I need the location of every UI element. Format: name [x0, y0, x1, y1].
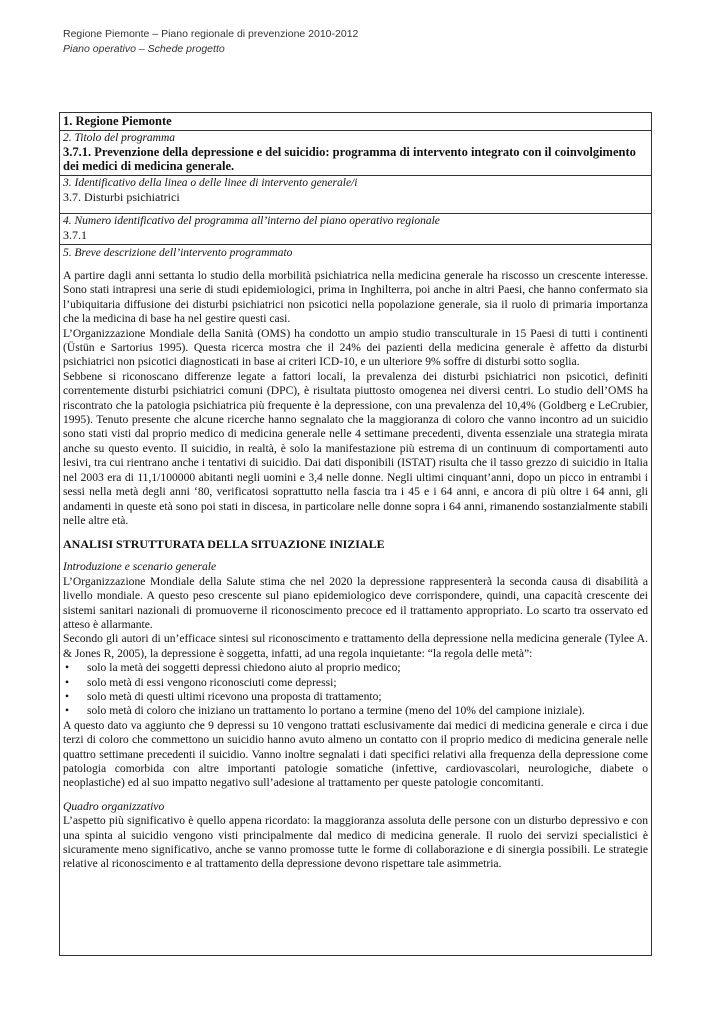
intro-paragraph-2: Secondo gli autori di un’efficace sintesi sul riconoscimento e trattamento della depressione nella medicina generale (Tylee A. & Jones R, 2005), la depressione è soggetta, infatti, ad una regola inquietante: “la regola delle metà”:	[63, 632, 648, 660]
section-5-label: 5. Breve descrizione dell’intervento programmato	[63, 247, 293, 259]
intro-subheading: Introduzione e scenario generale	[63, 560, 217, 574]
section-1-region	[60, 113, 651, 131]
intro-paragraph-1: L’Organizzazione Mondiale della Salute stima che nel 2020 la depressione rappresenterà la seconda causa di disabilità a livello mondiale. A questo peso crescente sul piano epidemiologico deve corrispondere, quindi, una capacità crescente dei sistemi sanitari nazionali di promuoverne il riconoscimento precoce ed il trattamento appropriato. Lo scarto tra osservato ed atteso è allarmante.	[63, 574, 648, 631]
intervention-line-value: 3.7. Disturbi psichiatrici	[63, 190, 180, 204]
page-header	[63, 27, 358, 57]
intro-paragraph-3: A questo dato va aggiunto che 9 depressi su 10 vengono trattati esclusivamente dai medici di medicina generale e circa i due terzi di coloro che commettono un suicidio hanno avuto almeno un contatto con il proprio medico di medicina generale nelle quattro settimane precedenti il suicidio. Vanno inoltre segnalati i dati specifici relativi alla frequenza della depressione come patologia comorbida con altre importanti patologie somatiche (infettive, cardiovascolari, neurologiche, diabete o neoplastiche) ed al suo impatto negativo sull’adesione al trattamento per queste patologie concomitanti.	[63, 718, 648, 790]
description-paragraph-2: L’Organizzazione Mondiale della Sanità (OMS) ha condotto un ampio studio transculturale in 15 Paesi di tutti i continenti (Üstün e Sartorius 1995). Questa ricerca mostra che il 24% dei pazienti della medicina generale è affetto da disturbi psichiatrici non psicotici diagnosticati in base ai criteri ICD-10, e un ulteriore 9% soffre di disturbi sotto soglia.	[63, 326, 648, 369]
section-4-program-number	[60, 214, 651, 245]
rule-of-halves-list	[63, 661, 648, 719]
section-2-label: 2. Titolo del programma	[63, 132, 176, 144]
section-3-label: 3. Identificativo della linea o delle linee di intervento generale/i	[63, 177, 358, 189]
analysis-heading: ANALISI STRUTTURATA DELLA SITUAZIONE INIZIALE	[63, 537, 385, 552]
program-number-value: 3.7.1	[63, 228, 87, 242]
organization-paragraph: L’aspetto più significativo è quello appena ricordato: la maggioranza assoluta delle persone con un disturbo depressivo e con una spinta al suicidio vengono visti principalmente dal medico di medicina generale. Il ruolo dei servizi specialistici è sicuramente meno significativo, anche se vanno promosse tutte le forme di collaborazione e di sinergia possibili. Le strategie relative al riconoscimento e al trattamento della depressione devono rispettare tale asimmetria.	[63, 814, 648, 871]
list-item: • solo metà di essi vengono riconosciuti come depressi;	[63, 676, 648, 690]
section-4-label: 4. Numero identificativo del programma all’interno del piano operativo regionale	[63, 215, 440, 227]
header-line-2: Piano operativo – Schede progetto	[63, 43, 225, 55]
organization-subheading: Quadro organizzativo	[63, 799, 165, 813]
description-paragraph-3: Sebbene si riconoscano differenze legate a fattori locali, la prevalenza dei disturbi psichiatrici non psicotici, definiti correntemente disturbi psichiatrici comuni (DPC), è risultata piuttosto omogenea nei diversi centri. Lo studio dell’OMS ha riscontrato che la patologia psichiatrica più frequente è la depressione, con una prevalenza del 10,4% (Goldberg e LeCrubier, 1995). Tenuto presente che alcune ricerche hanno segnalato che la maggioranza di coloro che vanno incontro ad un suicidio sono stati visti dal proprio medico di medicina generale nelle 4 settimane precedenti, diventa essenziale una strategia mirata anche su questo evento. Il suicidio, in realtà, è solo la manifestazione più estrema di un continuum di comportamenti auto lesivi, tra cui rientrano anche i tentativi di suicidio. Dai dati disponibili (ISTAT) risulta che il tasso grezzo di suicidio in Italia nel 2003 era di 11,1/100000 abitanti negli uomini e 3,4 nelle donne. Negli ultimi cinquant’anni, dopo un picco in entrambi i sessi nella metà degli anni ‘80, verificatosi soprattutto nella fascia tra i 45 e i 64 anni, e ancora di più oltre i 64 anni, gli andamenti in queste età sono poi stati in discesa, in particolare nelle donne sopra i 64 anni, rimanendo sostanzialmente stabili nelle altre età.	[63, 369, 648, 527]
section-3-intervention-line	[60, 176, 651, 214]
region-title: 1. Regione Piemonte	[63, 114, 172, 128]
program-sheet-table	[59, 112, 652, 956]
header-line-1: Regione Piemonte – Piano regionale di prevenzione 2010-2012	[63, 28, 359, 40]
description-paragraph-1: A partire dagli anni settanta lo studio della morbilità psichiatrica nella medicina generale ha riscosso un crescente interesse. Sono stati intrapresi una serie di studi epidemiologici, prima in Inghilterra, poi anche in altri Paesi, che hanno confermato sia l’ubiquitaria diffusione dei disturbi psichiatrici non psicotici nella popolazione generale, sia il ruolo di primaria importanza che la medicina di base ha nel gestire questi casi.	[63, 269, 648, 326]
program-title-value: 3.7.1. Prevenzione della depressione e del suicidio: programma di intervento integrato con il coinvolgimento dei medici di medicina generale.	[63, 145, 636, 173]
list-item: • solo metà di coloro che iniziano un trattamento lo portano a termine (meno del 10% del campione iniziale).	[63, 704, 648, 718]
section-5-description	[60, 245, 651, 874]
list-item: • solo la metà dei soggetti depressi chiedono aiuto al proprio medico;	[63, 661, 648, 675]
list-item: • solo metà di questi ultimi ricevono una proposta di trattamento;	[63, 690, 648, 704]
section-2-program-title	[60, 131, 651, 176]
